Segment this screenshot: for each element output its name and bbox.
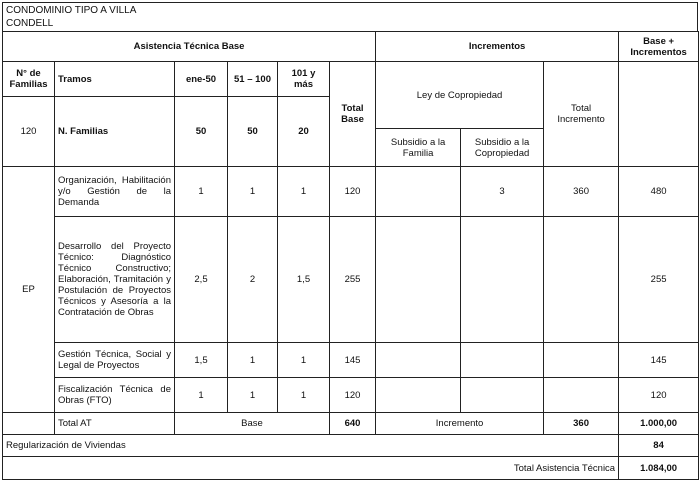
grand-total-row <box>3 457 699 480</box>
row-label: Fiscalización Técnica de Obras (FTO) <box>55 378 175 413</box>
row-subsidio-familia <box>376 217 461 343</box>
row-subsidio-familia <box>376 378 461 413</box>
row-ene50: 2,5 <box>175 217 228 343</box>
total-at-empty <box>3 413 55 435</box>
row-total-base: 255 <box>330 217 376 343</box>
total-at-base-value: 640 <box>330 413 376 435</box>
technical-assistance-table <box>2 31 699 480</box>
row-total: 120 <box>619 378 699 413</box>
col-total-empty <box>619 62 699 167</box>
total-at-value: 1.000,00 <box>619 413 699 435</box>
col-total-base: Total Base <box>330 62 376 167</box>
families-count: 120 <box>3 97 55 167</box>
col-ley-copropiedad: Ley de Copropiedad <box>376 62 544 129</box>
row-total: 255 <box>619 217 699 343</box>
group-header-incrementos: Incrementos <box>376 32 619 62</box>
row-total-incremento: 360 <box>544 167 619 217</box>
row-subsidio-copropiedad <box>461 378 544 413</box>
col-101-mas: 101 y más <box>278 62 330 97</box>
families-51-100: 50 <box>228 97 278 167</box>
grand-total-value: 1.084,00 <box>619 457 699 480</box>
row-51-100: 1 <box>228 167 278 217</box>
row-51-100: 2 <box>228 217 278 343</box>
table-row <box>3 167 699 217</box>
group-header-base-incrementos: Base + Incrementos <box>619 32 699 62</box>
row-101-mas: 1,5 <box>278 217 330 343</box>
row-ene50: 1 <box>175 378 228 413</box>
families-ene50: 50 <box>175 97 228 167</box>
row-total-incremento <box>544 217 619 343</box>
row-total-incremento <box>544 378 619 413</box>
project-title: CONDOMINIO TIPO A VILLA <box>6 5 137 16</box>
row-51-100: 1 <box>228 378 278 413</box>
row-total-base: 120 <box>330 378 376 413</box>
row-label: Desarrollo del Proyecto Técnico: Diagnóstico Técnico Constructivo; Elaboración, Tramitación y Postulación de Proyectos Técnicos y Asesoría a la Contratación de Obras <box>55 217 175 343</box>
table-row <box>3 217 699 343</box>
row-total-base: 120 <box>330 167 376 217</box>
col-51-100: 51 – 100 <box>228 62 278 97</box>
row-total: 480 <box>619 167 699 217</box>
row-subsidio-copropiedad: 3 <box>461 167 544 217</box>
row-101-mas: 1 <box>278 343 330 378</box>
row-subsidio-copropiedad <box>461 217 544 343</box>
regularizacion-label: Regularización de Viviendas <box>3 435 619 457</box>
row-101-mas: 1 <box>278 378 330 413</box>
row-total-incremento <box>544 343 619 378</box>
col-total-incremento: Total Incremento <box>544 62 619 167</box>
row-total-base: 145 <box>330 343 376 378</box>
col-ene50: ene-50 <box>175 62 228 97</box>
row-101-mas: 1 <box>278 167 330 217</box>
row-51-100: 1 <box>228 343 278 378</box>
total-at-increment-label: Incremento <box>376 413 544 435</box>
table-row <box>3 378 699 413</box>
group-header-base: Asistencia Técnica Base <box>3 32 376 62</box>
ep-label: EP <box>3 167 55 413</box>
table-row <box>3 343 699 378</box>
row-ene50: 1 <box>175 167 228 217</box>
table-header-title <box>2 2 698 32</box>
total-at-row <box>3 413 699 435</box>
row-label: Organización, Habilitación y/o Gestión de la Demanda <box>55 167 175 217</box>
grand-total-label: Total Asistencia Técnica <box>3 457 619 480</box>
families-101-mas: 20 <box>278 97 330 167</box>
regularizacion-value: 84 <box>619 435 699 457</box>
row-label: Gestión Técnica, Social y Legal de Proyectos <box>55 343 175 378</box>
total-at-increment-value: 360 <box>544 413 619 435</box>
col-subsidio-familia: Subsidio a la Familia <box>376 129 461 167</box>
row-subsidio-copropiedad <box>461 343 544 378</box>
regularizacion-row <box>3 435 699 457</box>
row-subsidio-familia <box>376 343 461 378</box>
total-at-label: Total AT <box>55 413 175 435</box>
total-at-base-label: Base <box>175 413 330 435</box>
row-subsidio-familia <box>376 167 461 217</box>
col-n-familias: N° de Familias <box>3 62 55 97</box>
families-label: N. Familias <box>55 97 175 167</box>
row-total: 145 <box>619 343 699 378</box>
col-tramos: Tramos <box>55 62 175 97</box>
col-subsidio-copropiedad: Subsidio a la Copropiedad <box>461 129 544 167</box>
project-location: CONDELL <box>6 18 54 29</box>
row-ene50: 1,5 <box>175 343 228 378</box>
